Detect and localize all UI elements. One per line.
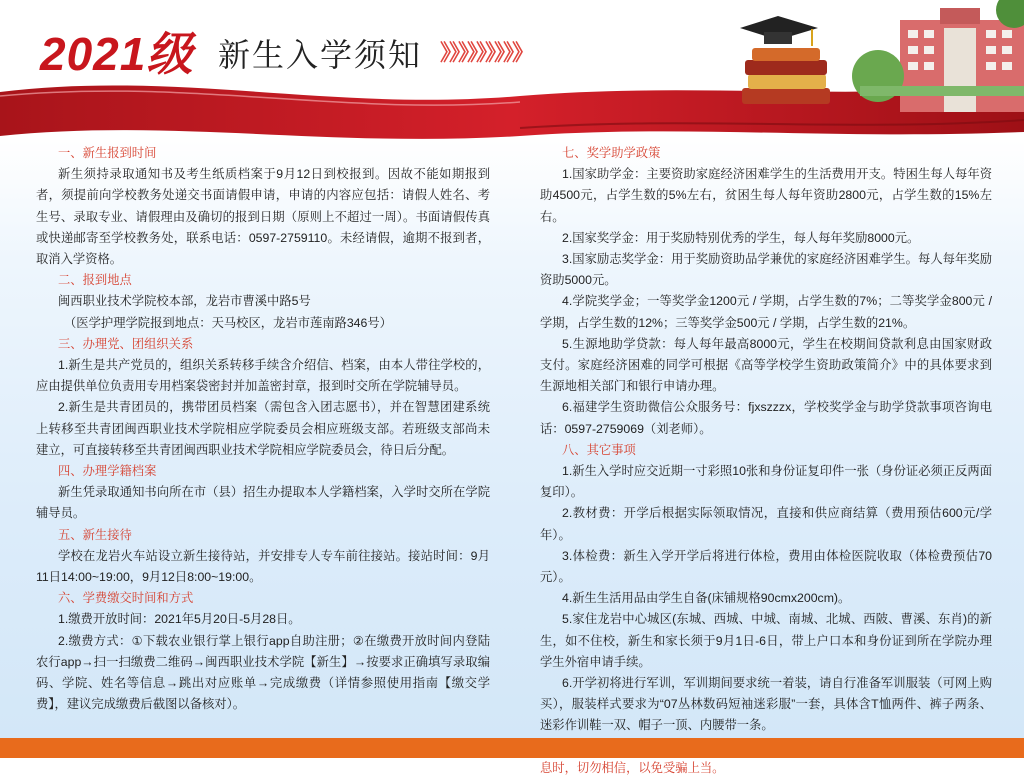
- paragraph: 6.福建学生资助微信公众服务号：fjxszzzx，学校奖学金与助学贷款事项咨询电话：0597-2759069（刘老师）。: [540, 400, 992, 436]
- graduation-cap-icon: [740, 16, 818, 46]
- page-title: 新生入学须知: [218, 37, 423, 73]
- paragraph: 1.国家助学金：主要资助家庭经济困难学生的生活费用开支。特困生每人每年资助4500元，占学生数的5%左右，贫困生每人每年资助2800元，占学生数的15%左右。: [540, 167, 992, 224]
- paragraph: 闽西职业技术学院校本部，龙岩市曹溪中路5号: [58, 294, 311, 309]
- left-column: [36, 143, 490, 715]
- books-icon: [742, 48, 830, 104]
- paragraph: 新生凭录取通知书向所在市（县）招生办提取本人学籍档案，入学时交所在学院辅导员。: [36, 485, 490, 521]
- paragraph: 3.国家励志奖学金：用于奖励资助品学兼优的家庭经济困难学生。每人每年奖励资助5000元。: [540, 252, 992, 288]
- section-title: 七、奖学助学政策: [562, 146, 661, 160]
- right-column: [540, 143, 992, 779]
- footer-bar: [0, 738, 1024, 758]
- paragraph: 5.家住龙岩中心城区(东城、西城、中城、南城、北城、西陂、曹溪、东肖)的新生，如不住校，新生和家长须于9月1日-6日，带上户口本和身份证到所在学院办理学生外宿申请手续。: [540, 612, 992, 669]
- paragraph: 2.教材费：开学后根据实际领取情况，直接和供应商结算（费用预估600元/学年）。: [540, 506, 992, 542]
- chevron-arrows-icon: 》》》》》》》》》: [440, 40, 533, 65]
- section-title: 二、报到地点: [58, 273, 132, 288]
- section-title: 六、学费缴交时间和方式: [58, 591, 194, 606]
- section-title: 四、办理学籍档案: [58, 464, 157, 479]
- paragraph: 1.新生入学时应交近期一寸彩照10张和身份证复印件一张（身份证必须正反两面复印）。: [540, 464, 992, 500]
- campus-building-icon: [852, 0, 1024, 112]
- paragraph: 1.新生是共产党员的，组织关系转移手续含介绍信、档案，由本人带往学校的，应由提供单位负责用专用档案袋密封并加盖密封章，报到时交所在学院辅导员。: [36, 358, 490, 394]
- section-title: 三、办理党、团组织关系: [58, 336, 194, 351]
- paragraph: 1.缴费开放时间：2021年5月20日-5月28日。: [58, 612, 301, 627]
- paragraph: 2.新生是共青团员的，携带团员档案（需包含入团志愿书），并在智慧团建系统上转移至共青团闽西职业技术学院相应学院委员会相应班级支部。若班级支部尚未建立，可直接转移至共青团闽西职业技术学院相应学院委员会，待日后分配。: [36, 400, 490, 457]
- paragraph: 5.生源地助学贷款：每人每年最高8000元，学生在校期间贷款利息由国家财政支付。家庭经济困难的同学可根据《高等学校学生资助政策简介》中的具体要求到生源地相关部门和银行申请办理。: [540, 336, 992, 394]
- paragraph: 新生须持录取通知书及考生纸质档案于9月12日到校报到。因故不能如期报到者，须提前向学校教务处递交书面请假申请，申请的内容应包括：请假人姓名、考生号、录取专业、请假理由及确切的报到日期（原则上不超过一周）。书面请假传真或快递邮寄至学校教务处，联系电话：0597-2759110。未经请假，逾期不报到者，取消入学资格。: [36, 167, 490, 267]
- paragraph: 4.新生生活用品由学生自备(床铺规格90cmx200cm)。: [562, 591, 851, 606]
- title-year: 2021级: [40, 28, 194, 80]
- paragraph: 2.缴费方式：①下载农业银行掌上银行app自助注册；②在缴费开放时间内登陆农行app→扫一扫缴费二维码→闽西职业技术学院【新生】→按要求正确填写录取编码、学院、姓名等信息→跳出对应账单→完成缴费（详情参照使用指南【缴交学费】，建议完成缴费后截图以备核对）。: [36, 633, 490, 712]
- paragraph: 2.国家奖学金：用于奖励特别优秀的学生，每人每年奖励8000元。: [562, 230, 920, 245]
- header-banner: [0, 0, 1024, 150]
- paragraph: 6.开学初将进行军训，军训期间要求统一着装，请自行准备军训服装（可网上购买），服装样式要求为“07丛林数码短袖迷彩服”一套，具体含T恤两件、裤子两条、迷彩作训鞋一双、帽子一顶、内腰带一条。: [540, 676, 992, 733]
- section-title: 五、新生接待: [58, 527, 132, 542]
- warning-notice: 息时，切勿相信，以免受骗上当。: [540, 760, 725, 775]
- section-title: 八、其它事项: [562, 442, 636, 457]
- paragraph: 学校在龙岩火车站设立新生接待站，并安排专人专车前往接站。接站时间：9月11日14:00~19:00，9月12日8:00~19:00。: [36, 548, 490, 585]
- paragraph: （医学护理学院报到地点：天马校区，龙岩市莲南路346号）: [64, 315, 392, 330]
- section-title: 一、新生报到时间: [58, 146, 157, 160]
- paragraph: 3.体检费：新生入学开学后将进行体检，费用由体检医院收取（体检费预估70元）。: [540, 548, 992, 585]
- paragraph: 4.学院奖学金；一等奖学金1200元 / 学期，占学生数的7%；二等奖学金800元 / 学期，占学生数的12%；三等奖学金500元 / 学期，占学生数的21%。: [540, 294, 992, 330]
